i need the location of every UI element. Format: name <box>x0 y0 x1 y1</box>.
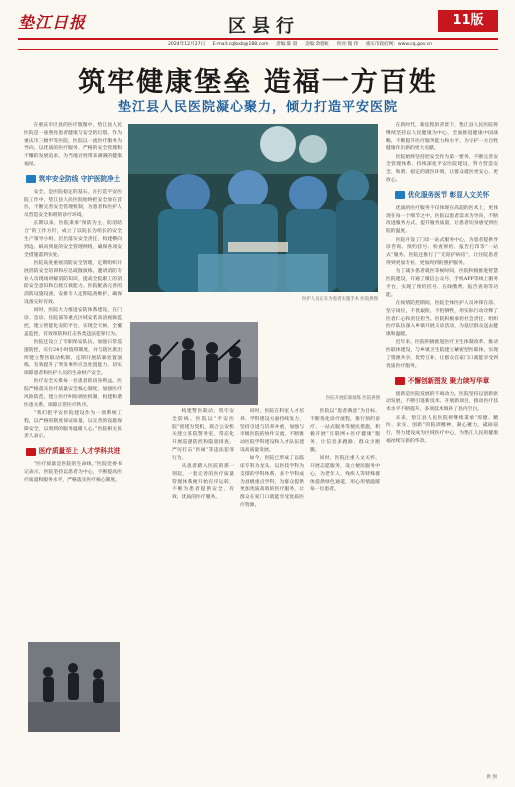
paragraph: 如今，医院已形成了以临床专科为龙头、以医技学科为支撑的学科体系，多个学科成为县级重点学科，为群众提供更加优质高效的医疗服务，让群众在家门口就能享受优质医疗资源。 <box>240 456 304 509</box>
section-header-innovation: 不懈创新图发 聚力续写华章 <box>386 376 498 387</box>
paragraph: 未来，垫江县人民医院将继续秉承“厚德、精医、求实、创新”的院训精神，凝心聚力，砥砺前行，努力建设成为区域医疗中心，为垫江人民的健康福祉续写新的华章。 <box>386 415 498 444</box>
paragraph: 为了减少患者就医等候时间，医院积极推进智慧医院建设，开通了微信公众号、手机APP等线上服务平台，实现了预约挂号、在线缴费、报告查询等功能。 <box>386 269 498 298</box>
paragraph: 医院以“患者满意”为目标，不断优化诊疗流程，推行预约诊疗、一站式服务等便民措施，积极开展“互联网+医疗健康”服务，让信息多跑路、群众少跑腿。 <box>310 409 380 453</box>
drill-photo-caption: 医院开展防暴演练 医院供图 <box>325 396 380 401</box>
email: E-mail:cqlbxb@188.com <box>212 42 269 47</box>
paragraph: 从患者踏入医院的那一刻起，一套完善的医疗质量管理体系便开始有序运转，不断为患者提供安全、有效、优质的医疗服务。 <box>172 464 234 501</box>
section-marker-icon <box>395 191 405 199</box>
article-column-3 <box>386 122 498 772</box>
section-header-quality: 医疗质量至上 人才学科共进 <box>24 446 122 457</box>
section-header-service: 优化服务医节 彰显人文关怀 <box>386 190 498 201</box>
paragraph: 同时，医院大力推进安防体系建设，在门诊、急诊、住院部等重点区域安装高清视频监控，建立智能化安防平台，实现全天候、全覆盖监控，有效预防和打击各类违法犯罪行为。 <box>24 308 122 337</box>
section-marker-icon <box>26 175 36 183</box>
intro-paragraph: 在重庆市区县的医疗版图中，垫江县人民医院是一座照亮患者健康与安全的灯塔。作为重庆市三级甲等医院，医院以一流医疗服务为导向，以优质的医疗服务、严格的安全管理和不懈的发展追求，为当地百姓带来满满的健康福祉。 <box>24 123 122 167</box>
training-photo <box>28 642 120 732</box>
paragraph: 医院还设立了专职保安队伍，加强日常巡逻防控，实行24小时值班制度，并与辖区派出所建立警医联动机制，定期开展防暴处置演练，有效提升了突发事件应急处置能力，切实保障患者和医护人员的生命财产安全。 <box>24 339 122 377</box>
paragraph: “我们把平安医院建设作为一项系统工程，以严格的制度保证质量，以完善的设施保障安全，以周到的服务温暖人心。”医院相关负责人表示。 <box>24 411 122 440</box>
paragraph: 医院开设了门诊一站式服务中心，为患者提供导诊咨询、预约挂号、检查预约、报告打印等“一站式”服务。医院还推行了“无陪护病房”，让住院患者得到更加专业、更加周到的照护服务。 <box>386 237 498 266</box>
paragraph: 优质的医疗服务不仅体现在高超的医术上，更体现在每一个细节之中。医院以患者需求为导向，不断改进服务方式，提升服务质量，让患者切身感受到医院的温度。 <box>386 205 498 235</box>
section-header-safety: 筑牢安全防线 守护医院净土 <box>24 174 122 185</box>
paragraph: “医疗质量是医院的生命线。”医院党委书记表示，医院坚持以患者为中心，不断提高医疗质量和服务水平，严格落实医疗核心制度。 <box>24 462 122 483</box>
paragraph: 创新是医院发展的不竭动力。医院坚持以创新驱动发展，不断引进新技术、开展新项目，推动医疗技术水平不断提升，多项技术填补了县内空白。 <box>386 391 498 413</box>
drill-illustration <box>130 322 258 405</box>
newspaper-logo: 垫江日报 <box>18 13 87 32</box>
paragraph: 同时，医院注重人文关怀，开展志愿服务，设立便民服务中心，为老年人、残疾人等特殊群体提供绿色通道，用心用情温暖每一位患者。 <box>310 456 380 493</box>
paragraph: 在疫情防控期间，医院全体医护人员冲锋在前、坚守岗位，不畏艰险，不怕牺牲，用实际行动诠释了医者仁心和责任担当。医院积极承担社会责任，组织医疗队伍深入乡镇开展义诊活动，为基层群众送去健康和温暖。 <box>386 300 498 338</box>
surgery-photo <box>128 124 378 292</box>
paragraph: 医疗安全关系每一名患者的切身利益。医院严格落实医疗质量安全核心制度，加强医疗风险防范，建立医疗纠纷调处机制，构建和谐医患关系，保障正常医疗秩序。 <box>24 379 122 408</box>
headline: 筑牢健康堡垒 造福一方百姓 <box>78 67 438 98</box>
paragraph: 医院始终坚持把安全作为第一要务，不断完善安全管理体系，持续深化平安医院建设，努力营造安全、和谐、稳定的就医环境，让群众就医更安心、更放心。 <box>386 154 498 184</box>
section-title: 区县行 <box>228 16 300 37</box>
section-marker-icon <box>26 448 36 456</box>
paragraph: 近年来，医院积极推进医疗卫生体制改革，推动医联体建设，与乡镇卫生院建立紧密型医联体，实现了资源共享、优势互补，让群众在家门口就能享受到优质医疗服务。 <box>386 340 498 369</box>
paragraph: 在新时代，新征程的背景下，垫江县人民医院将继续坚持以人民健康为中心，全面推进健康中国战略，不断提升医疗服务能力和水平，为守护一方百姓健康作出新的更大贡献。 <box>386 123 498 152</box>
training-illustration <box>28 642 120 732</box>
surgery-photo-caption: 医护人员正在为患者实施手术 医院供图 <box>301 297 378 302</box>
subheadline: 垫江县人民医院凝心聚力，倾力打造平安医院 <box>117 100 398 115</box>
drill-photo <box>130 322 258 405</box>
issue-date: 2024年12月27日 <box>168 42 206 47</box>
paragraph: 安全，是医院稳定的基石。在打造平安医院工作中，垫江县人民医院始终把安全放在首位，不断完善安全管理机制，为患者和医护人员营造安全和谐的诊疗环境。 <box>24 189 122 219</box>
article-column-2b <box>240 408 304 770</box>
art-editor: 美编:余德虹 <box>304 42 330 47</box>
article-column-2c <box>310 408 380 770</box>
paragraph: 构建警医联动，筑牢安全防线。医院以“平安医院”创建为契机，联合公安机关建立驻院警务室，常态化开展巡逻防控和隐患排查，严厉打击“医闹”等违法犯罪行为。 <box>172 409 234 461</box>
paragraph: 长期以来，医院秉承“预防为主、防消结合”的工作方针，成立了以院长为组长的安全生产领导小组，层层落实安全责任，构建横向到边、纵向到底的安全管理网络，确保各项安全措施落到实处。 <box>24 221 122 258</box>
surgery-illustration <box>128 124 378 292</box>
website: 重庆市政府网：www.cq.gov.cn <box>365 42 433 47</box>
page-number-badge: 11版 <box>438 10 498 32</box>
paragraph: 同时，医院在科室人才培养、学科建设方面持续发力，坚持引进与培养并重，加强与市级医院的协作交流，不断推动医院学科建设和人才队伍建设高质量发展。 <box>240 409 304 453</box>
paragraph: 医院高度重视消防安全管理，定期组织开展消防安全培训和应急疏散演练，邀请消防专业人员现场讲解消防知识，提高全院职工的消防安全意识和自救互救能力。医院配备完善的消防设施设备，安排专人定期巡查维护，确保设备完好有效。 <box>24 260 122 305</box>
proofreader: 校对:熊 伟 <box>336 42 359 47</box>
editor: 责编:陈 晨 <box>275 42 298 47</box>
section-marker-icon <box>395 377 405 385</box>
masthead <box>18 8 498 38</box>
article-column-2a <box>172 408 234 770</box>
info-bar <box>18 38 498 50</box>
photo-credit: 供 图 <box>486 775 497 780</box>
